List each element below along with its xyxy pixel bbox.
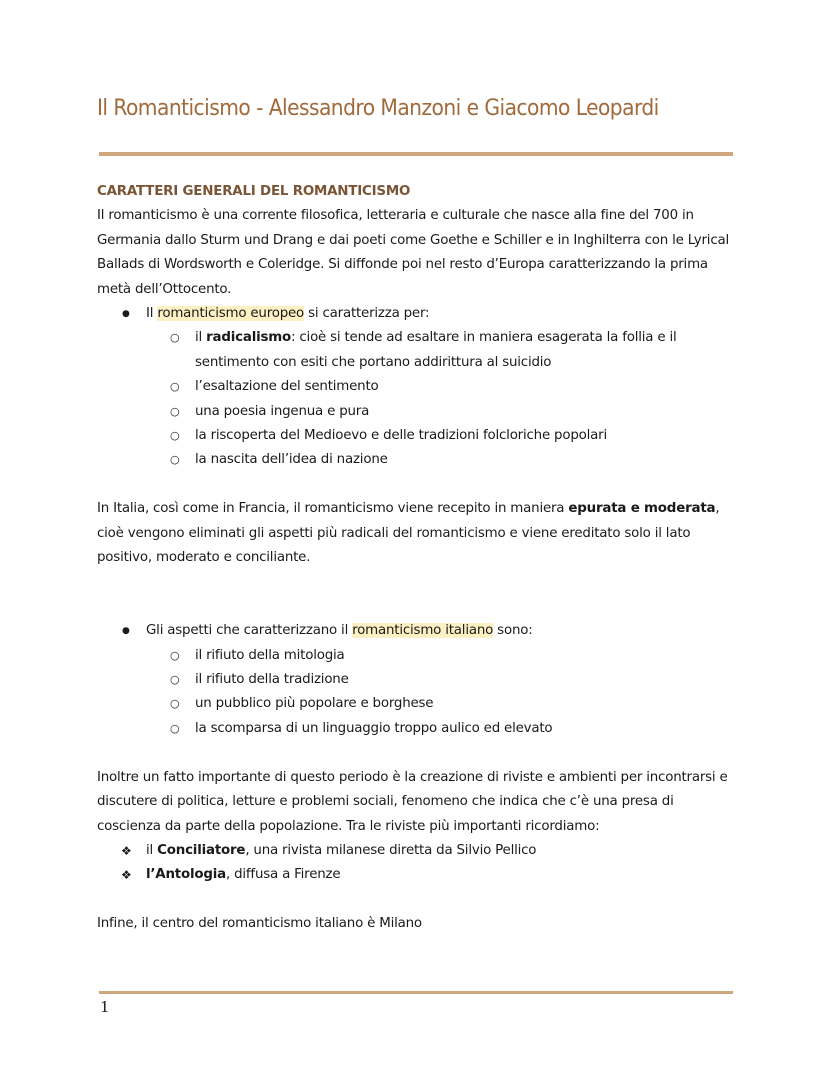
bullet-circle-icon: ○ bbox=[170, 380, 180, 394]
list-item-text: , una rivista milanese diretta da Silvio Pellico bbox=[245, 842, 537, 858]
bullet-circle-icon: ○ bbox=[170, 453, 180, 467]
list-item-text: il bbox=[146, 842, 158, 858]
page-number: 1 bbox=[100, 998, 110, 1016]
bold-term: l’Antologia bbox=[146, 867, 226, 883]
highlight-text: romanticismo italiano bbox=[352, 623, 494, 639]
list-item bbox=[97, 424, 737, 448]
list-item bbox=[97, 619, 737, 643]
list-item bbox=[97, 839, 737, 863]
reviews-list bbox=[97, 839, 737, 888]
bold-term: Conciliatore bbox=[157, 842, 246, 858]
footer-rule bbox=[99, 991, 733, 994]
reviews-paragraph: Inoltre un fatto importante di questo periodo è la creazione di riviste e ambienti per incontrarsi e discutere di politica, letture e problemi sociali, fenomeno che indica che c’è una presa di coscienza da parte della popolazione. Tra le riviste più importanti ricordiamo: bbox=[97, 769, 728, 834]
list-item-text: una poesia ingenua e pura bbox=[195, 403, 370, 419]
bold-term: radicalismo bbox=[206, 330, 292, 346]
header-rule bbox=[99, 152, 733, 156]
bullet-disc-icon: ● bbox=[122, 626, 130, 637]
bullet-circle-icon: ○ bbox=[170, 429, 180, 443]
list-item-text: la nascita dell’idea di nazione bbox=[195, 452, 388, 468]
bullet-disc-icon: ● bbox=[122, 309, 130, 320]
list-item bbox=[97, 302, 737, 326]
bullet-circle-icon: ○ bbox=[170, 331, 180, 345]
intro-paragraph: Il romanticismo è una corrente filosofica, letteraria e culturale che nasce alla fine del 700 in Germania dallo Sturm und Drang e dai poeti come Goethe e Schiller e in Inghilterra con le Lyrical Ballads di Wordsworth e Coleridge. Si diffonde poi nel resto d’Europa caratterizzando la prima metà dell’Ottocento. bbox=[97, 208, 730, 297]
list-item-text: , diffusa a Firenze bbox=[225, 867, 341, 883]
bullet-diamond-icon: ❖ bbox=[121, 843, 132, 858]
list-item-text: il rifiuto della mitologia bbox=[195, 647, 345, 663]
closing-paragraph: Infine, il centro del romanticismo italiano è Milano bbox=[97, 916, 422, 932]
italian-list bbox=[97, 619, 737, 643]
list-item bbox=[97, 448, 737, 472]
document-title: Il Romanticismo - Alessandro Manzoni e Giacomo Leopardi bbox=[97, 96, 659, 121]
european-features-list bbox=[97, 326, 737, 472]
list-item-text: l’esaltazione del sentimento bbox=[195, 379, 379, 395]
highlight-text: romanticismo europeo bbox=[157, 306, 305, 322]
document-body bbox=[97, 180, 737, 937]
list-item bbox=[97, 717, 737, 741]
bold-term: epurata e moderata bbox=[568, 501, 716, 517]
list-item-text: : cioè si tende ad esaltare in maniera esagerata la follia e il sentimento con esiti che portano addirittura al suicidio bbox=[195, 330, 677, 370]
list-item-text: il bbox=[195, 330, 207, 346]
list-item bbox=[97, 400, 737, 424]
bullet-circle-icon: ○ bbox=[170, 673, 180, 687]
section-heading: CARATTERI GENERALI DEL ROMANTICISMO bbox=[97, 184, 411, 199]
bullet-circle-icon: ○ bbox=[170, 404, 180, 418]
list-item-text: la riscoperta del Medioevo e delle tradizioni folcloriche popolari bbox=[195, 428, 607, 444]
italian-features-list bbox=[97, 644, 737, 742]
bullet-circle-icon: ○ bbox=[170, 721, 180, 735]
list-item-text: un pubblico più popolare e borghese bbox=[195, 696, 434, 712]
list-item bbox=[97, 375, 737, 399]
list-item-text: Gli aspetti che caratterizzano il bbox=[146, 623, 353, 639]
list-item bbox=[97, 326, 737, 375]
list-item bbox=[97, 644, 737, 668]
bullet-circle-icon: ○ bbox=[170, 648, 180, 662]
list-item-text: Il bbox=[146, 306, 158, 322]
bullet-circle-icon: ○ bbox=[170, 697, 180, 711]
list-item bbox=[97, 668, 737, 692]
italy-paragraph bbox=[97, 497, 737, 570]
list-item-text: la scomparsa di un linguaggio troppo aulico ed elevato bbox=[195, 720, 553, 736]
list-item-text: sono: bbox=[493, 623, 533, 639]
list-item bbox=[97, 692, 737, 716]
list-item bbox=[97, 863, 737, 887]
bullet-diamond-icon: ❖ bbox=[121, 868, 132, 883]
list-item-text: si caratterizza per: bbox=[304, 306, 430, 322]
paragraph-text: , cioè vengono eliminati gli aspetti più radicali del romanticismo e viene ereditato solo il lato positivo, moderato e conciliante. bbox=[97, 501, 720, 566]
paragraph-text: In Italia, così come in Francia, il romanticismo viene recepito in maniera bbox=[97, 501, 569, 517]
european-list bbox=[97, 302, 737, 326]
list-item-text: il rifiuto della tradizione bbox=[195, 672, 349, 688]
